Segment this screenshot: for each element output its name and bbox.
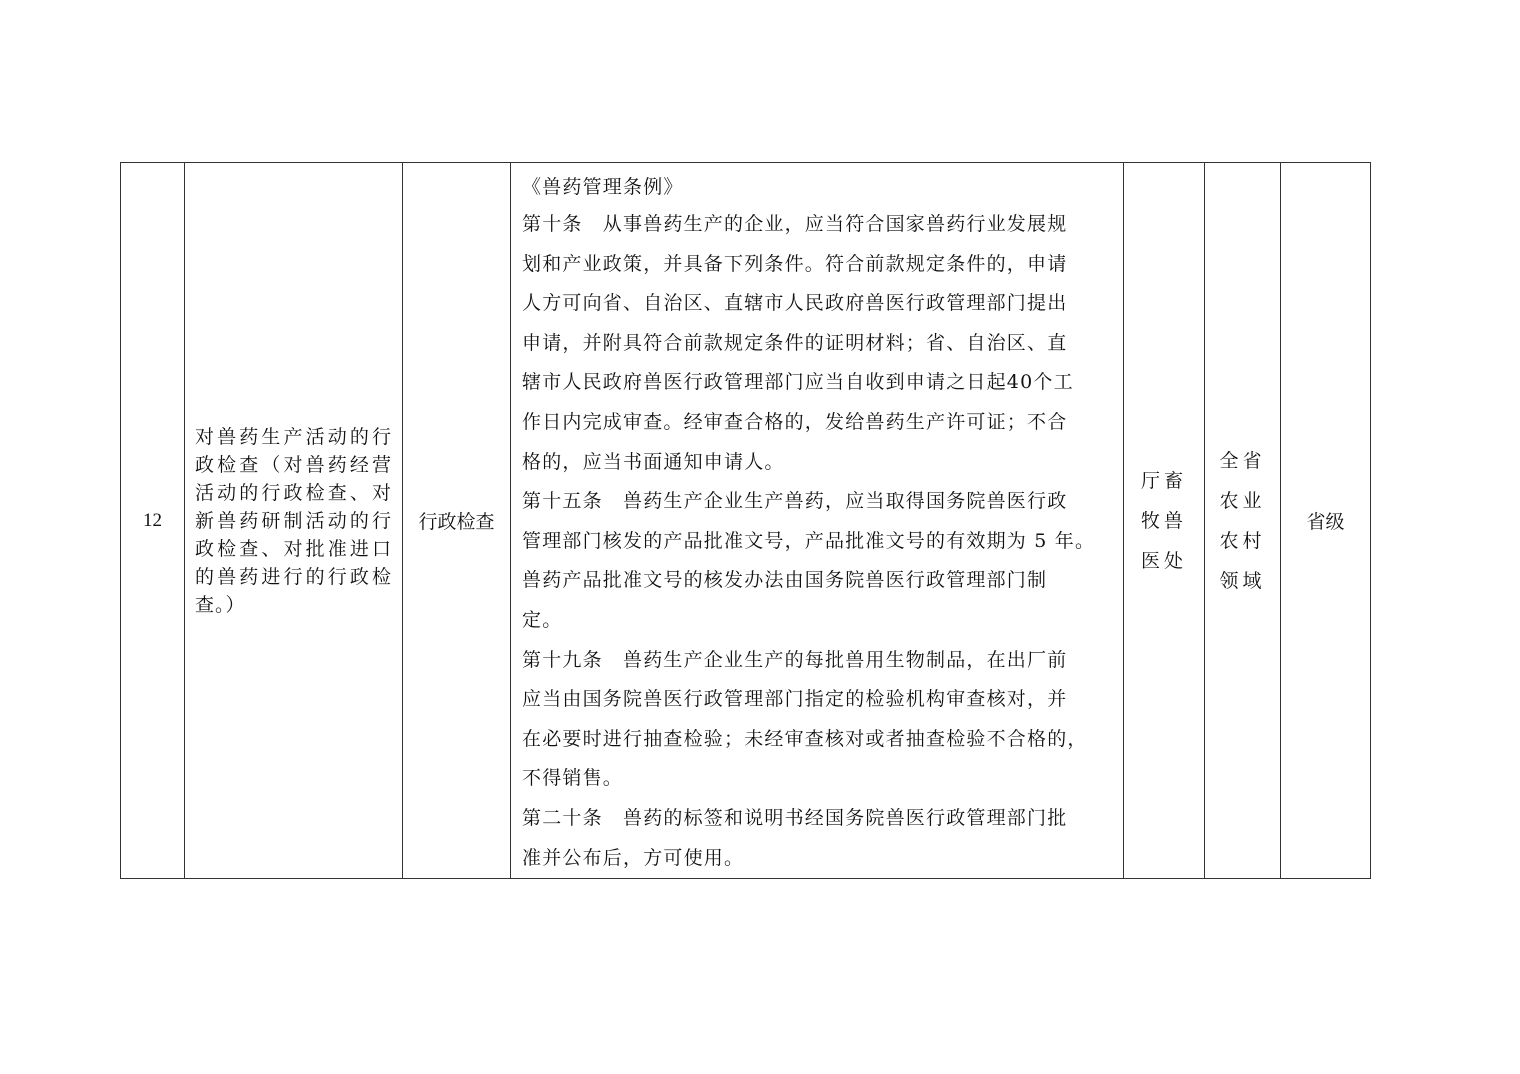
- scope-line: 全省: [1219, 449, 1266, 472]
- basis-line: 在必要时进行抽查检验；未经审查核对或者抽查检验不合格的，: [522, 727, 1088, 750]
- basis-line: 第二十条 兽药的标签和说明书经国务院兽医行政管理部门批: [522, 806, 1068, 829]
- item-type: 行政检查: [403, 163, 511, 879]
- scope-line: 领域: [1219, 569, 1266, 592]
- basis-line: 定。: [522, 608, 563, 631]
- table-row: [121, 163, 1371, 879]
- row-number: 12: [121, 163, 185, 879]
- legal-basis: [511, 163, 1123, 878]
- basis-line: 辖市人民政府兽医行政管理部门应当自收到申请之日起40个工: [522, 371, 1074, 394]
- department-line: 厅畜: [1140, 469, 1187, 492]
- department-line: 牧兽: [1140, 509, 1187, 532]
- legal-basis-cell: [511, 163, 1124, 879]
- department: [1124, 461, 1204, 581]
- item-name: 对兽药生产活动的行政检查（对兽药经营活动的行政检查、对新兽药研制活动的行政检查、对批准进口的兽药进行的行政检查。）: [195, 425, 392, 616]
- scope-line: 农业: [1219, 489, 1266, 512]
- basis-line: 申请，并附具符合前款规定条件的证明材料；省、自治区、直: [522, 331, 1068, 354]
- basis-line: 人方可向省、自治区、直辖市人民政府兽医行政管理部门提出: [522, 292, 1068, 315]
- basis-line: 划和产业政策，并具备下列条件。符合前款规定条件的，申请: [522, 252, 1068, 275]
- basis-line: 第十条 从事兽药生产的企业，应当符合国家兽药行业发展规: [522, 213, 1068, 235]
- basis-line: 第十九条 兽药生产企业生产的每批兽用生物制品，在出厂前: [522, 648, 1068, 671]
- basis-line: 准并公布后，方可使用。: [522, 846, 745, 869]
- basis-line: 格的，应当书面通知申请人。: [522, 450, 785, 473]
- item-name-cell: [185, 163, 403, 879]
- basis-line: 第十五条 兽药生产企业生产兽药，应当取得国务院兽医行政: [522, 490, 1068, 513]
- scope: [1205, 441, 1280, 601]
- level: 省级: [1281, 163, 1371, 879]
- enforcement-items-table: [120, 162, 1371, 879]
- scope-cell: [1205, 163, 1281, 879]
- scope-line: 农村: [1219, 529, 1266, 552]
- department-cell: [1124, 163, 1205, 879]
- basis-line: 兽药产品批准文号的核发办法由国务院兽医行政管理部门制: [522, 569, 1048, 592]
- basis-title: 《兽药管理条例》: [522, 176, 684, 198]
- basis-line: 应当由国务院兽医行政管理部门指定的检验机构审查核对，并: [522, 688, 1068, 711]
- department-line: 医处: [1140, 549, 1187, 572]
- basis-line: 管理部门核发的产品批准文号，产品批准文号的有效期为 5 年。: [522, 529, 1096, 552]
- basis-line: 作日内完成审查。经审查合格的，发给兽药生产许可证；不合: [522, 410, 1068, 433]
- basis-line: 不得销售。: [522, 767, 624, 790]
